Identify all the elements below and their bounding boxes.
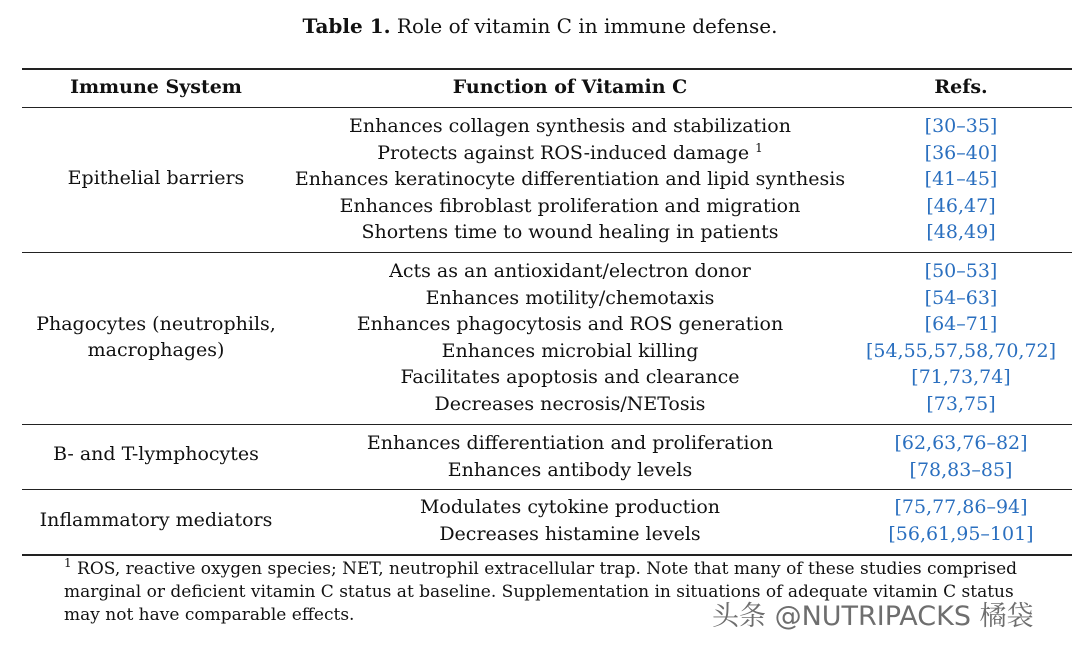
refs-cell [850,494,1072,547]
function-line [290,258,850,285]
header-refs: Refs. [934,76,988,98]
function-text: Enhances fibroblast proliferation and migration [339,194,801,217]
reference-link[interactable]: [54,55,57,58,70,72] [865,339,1057,362]
function-line [290,430,850,457]
table-caption [0,14,1080,38]
function-text: Facilitates apoptosis and clearance [400,366,740,388]
reference-link[interactable]: [50–53] [924,260,998,282]
reference-link[interactable]: [46,47] [926,194,996,217]
function-text: Protects against ROS-induced damage [377,141,750,164]
immune-system-cell [22,311,290,363]
table-caption-text: Role of vitamin C in immune defense. [390,14,778,38]
header-function: Function of Vitamin C [452,76,688,98]
watermark: 头条 @NUTRIPACKS 橘袋 [712,601,1034,632]
reference-link[interactable]: [30–35] [924,115,998,137]
footnote-text: ROS, reactive oxygen species; NET, neutrophil extracellular trap. Note that many of these studies comprised marginal or deficient vitamin C status at baseline. Supplementation in situations of adequate vitamin C status may not have comparable effects. [64,559,1018,625]
immune-system-line: Epithelial barriers [67,167,245,189]
function-text: Enhances differentiation and proliferation [366,432,774,454]
function-line [290,113,850,140]
reference-link[interactable]: [62,63,76–82] [894,432,1028,454]
function-cell [290,494,850,547]
function-text: Enhances microbial killing [441,339,699,362]
function-line [290,391,850,418]
function-line [290,219,850,246]
footnote-marker: 1 [64,556,72,570]
reference-link[interactable]: [71,73,74] [911,366,1011,388]
function-text: Enhances antibody levels [447,458,693,481]
footnote-ref-marker: 1 [755,140,763,155]
function-line [290,521,850,548]
header-rule [22,107,1072,108]
function-text: Enhances motility/chemotaxis [425,286,715,309]
function-line [290,494,850,521]
function-text: Enhances keratinocyte differentiation and lipid synthesis [294,168,846,190]
immune-system-cell [22,441,290,467]
refs-cell [850,113,1072,246]
group-rule [22,424,1072,425]
function-line [290,457,850,484]
reference-link[interactable]: [36–40] [924,141,998,164]
function-text: Decreases histamine levels [439,522,701,545]
function-text: Enhances phagocytosis and ROS generation [356,313,784,335]
function-cell [290,258,850,417]
function-cell [290,113,850,246]
reference-link[interactable]: [54–63] [924,286,998,309]
reference-link[interactable]: [75,77,86–94] [894,496,1028,518]
reference-link[interactable]: [56,61,95–101] [888,522,1034,545]
function-text: Modulates cytokine production [419,496,721,518]
function-line [290,364,850,391]
function-line [290,311,850,338]
immune-system-line: B- and T-lymphocytes [53,443,259,465]
reference-link[interactable]: [78,83–85] [909,458,1013,481]
header-immune-system: Immune System [70,76,242,98]
group-rule [22,489,1072,490]
top-rule [22,68,1072,70]
reference-link[interactable]: [73,75] [926,392,996,415]
reference-link[interactable]: [64–71] [924,313,998,335]
function-text: Decreases necrosis/NETosis [434,392,706,415]
function-cell [290,430,850,483]
function-line [290,140,850,167]
refs-cell [850,258,1072,417]
function-line [290,285,850,312]
function-text: Enhances collagen synthesis and stabilization [349,115,791,137]
immune-system-line: macrophages) [87,339,225,361]
refs-cell [850,430,1072,483]
function-line [290,166,850,193]
reference-link[interactable]: [48,49] [926,221,996,243]
group-rule [22,554,1072,556]
immune-system-cell [22,165,290,191]
immune-system-cell [22,507,290,533]
function-text: Shortens time to wound healing in patients [361,221,779,243]
immune-system-line: Phagocytes (neutrophils, [36,313,276,335]
function-line [290,338,850,365]
immune-system-line: Inflammatory mediators [39,509,273,531]
reference-link[interactable]: [41–45] [924,168,998,190]
function-text: Acts as an antioxidant/electron donor [389,260,751,282]
group-rule [22,252,1072,253]
table-caption-label: Table 1. [302,14,391,38]
function-line [290,193,850,220]
